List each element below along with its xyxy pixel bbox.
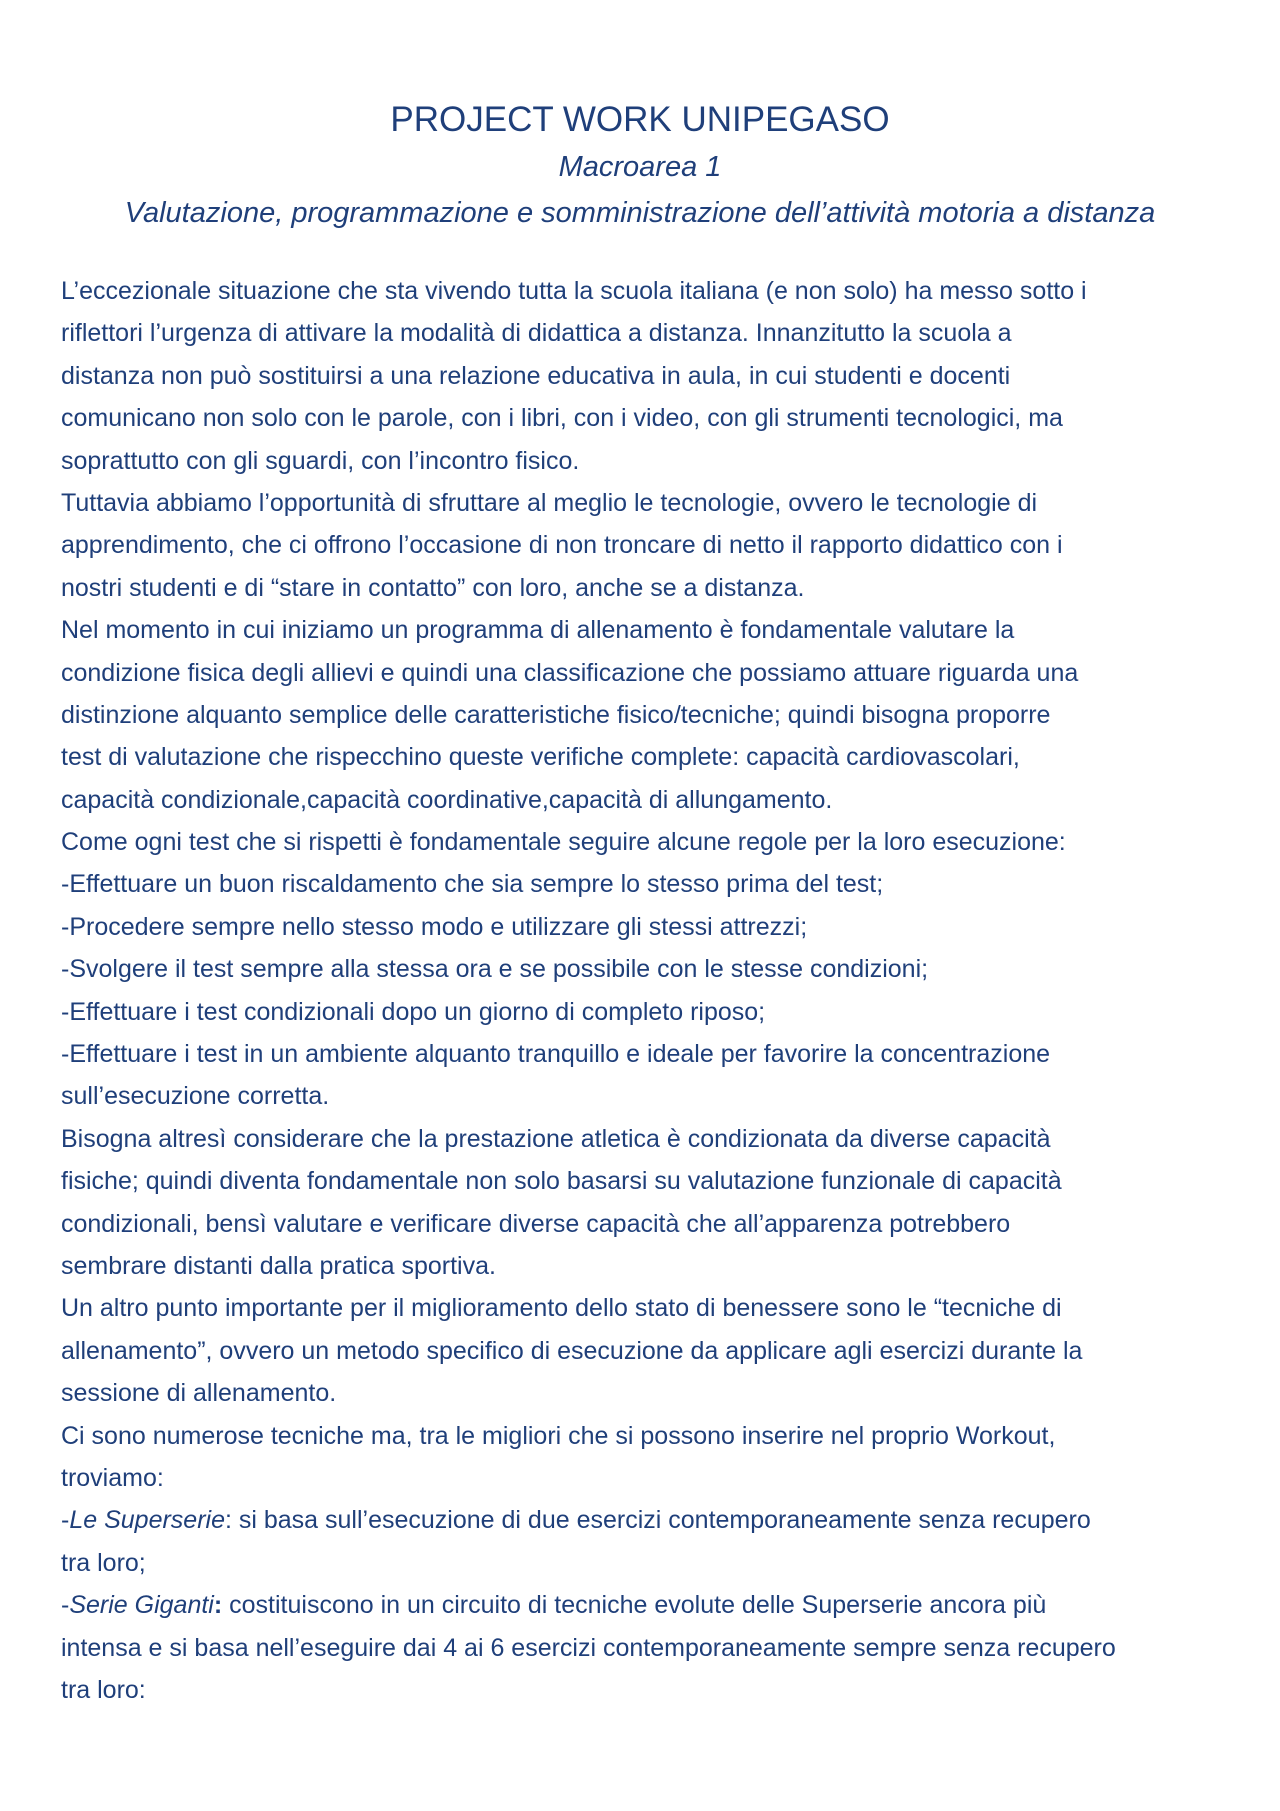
text-line: -Procedere sempre nello stesso modo e utilizzare gli stessi attrezzi; [61, 912, 808, 941]
text-line: comunicano non solo con le parole, con i libri, con i video, con gli strumenti tecnologici, ma [61, 404, 1063, 433]
text-line: soprattutto con gli sguardi, con l’incontro fisico. [61, 446, 580, 475]
text-line: sull’esecuzione corretta. [61, 1082, 330, 1111]
text-line: test di valutazione che rispecchino queste verifiche complete: capacità cardiovascolari, [61, 743, 1020, 772]
text-line: Tuttavia abbiamo l’opportunità di sfruttare al meglio le tecnologie, ovvero le tecnologie di [61, 488, 1038, 517]
giganti-colon: : [213, 1591, 223, 1620]
text-line: -Effettuare i test condizionali dopo un giorno di completo riposo; [61, 997, 766, 1026]
giganti-line [61, 1584, 1231, 1626]
text-line: sembrare distanti dalla pratica sportiva. [61, 1251, 496, 1280]
text-line: distanza non può sostituirsi a una relazione educativa in aula, in cui studenti e docenti [61, 361, 1011, 390]
text-line: allenamento”, ovvero un metodo specifico di esecuzione da applicare agli esercizi durante la [61, 1336, 1083, 1365]
superserie-line-continued: tra loro; [61, 1548, 146, 1577]
text-line: -Svolgere il test sempre alla stessa ora e se possibile con le stesse condizioni; [61, 955, 929, 984]
text-line: troviamo: [61, 1463, 164, 1492]
superserie-term: Le Superserie [69, 1506, 225, 1535]
text-line: L’eccezionale situazione che sta vivendo tutta la scuola italiana (e non solo) ha messo sotto i [61, 277, 1087, 305]
text-line: distinzione alquanto semplice delle caratteristiche fisico/tecniche; quindi bisogna proporre [61, 700, 1051, 729]
text-line: condizione fisica degli allievi e quindi una classificazione che possiamo attuare riguarda una [61, 658, 1079, 687]
document-heading: Valutazione, programmazione e somministrazione dell’attività motoria a distanza [124, 197, 1156, 229]
giganti-line-end: tra loro: [61, 1675, 146, 1704]
document-body [61, 270, 1231, 1711]
text-line: riflettori l’urgenza di attivare la modalità di didattica a distanza. Innanzitutto la scuola a [61, 319, 1012, 348]
giganti-line-continued: intensa e si basa nell’eseguire dai 4 ai 6 esercizi contemporaneamente sempre senza recupero [61, 1633, 1116, 1662]
list-dash: - [61, 1506, 70, 1535]
text-line: capacità condizionale,capacità coordinative,capacità di allungamento. [61, 785, 833, 814]
giganti-term: Serie Giganti [69, 1591, 214, 1620]
text-line: Come ogni test che si rispetti è fondamentale seguire alcune regole per la loro esecuzione: [61, 828, 1066, 857]
text-line: -Effettuare un buon riscaldamento che sia sempre lo stesso prima del test; [61, 870, 884, 899]
document-subtitle: Macroarea 1 [558, 151, 722, 183]
text-line: Bisogna altresì considerare che la prestazione atletica è condizionata da diverse capacità [61, 1124, 1051, 1153]
text-line: sessione di allenamento. [61, 1379, 337, 1408]
list-dash: - [61, 1591, 70, 1620]
text-line: Un altro punto importante per il miglioramento dello stato di benessere sono le “tecniche di [61, 1294, 1062, 1323]
text-line: Nel momento in cui iniziamo un programma di allenamento è fondamentale valutare la [61, 616, 1015, 645]
superserie-line [61, 1499, 1231, 1541]
text-line: Ci sono numerose tecniche ma, tra le migliori che si possono inserire nel proprio Workout, [61, 1421, 1056, 1450]
text-line: nostri studenti e di “stare in contatto” con loro, anche se a distanza. [61, 573, 805, 602]
text-line: condizionali, bensì valutare e verificare diverse capacità che all’apparenza potrebbero [61, 1209, 1011, 1238]
text-line: fisiche; quindi diventa fondamentale non solo basarsi su valutazione funzionale di capacità [61, 1167, 1062, 1196]
document-header [40, 96, 1240, 236]
document-title: PROJECT WORK UNIPEGASO [390, 100, 890, 139]
giganti-description: costituiscono in un circuito di tecniche evolute delle Superserie ancora più [222, 1591, 1047, 1620]
text-line: -Effettuare i test in un ambiente alquanto tranquillo e ideale per favorire la concentrazione [61, 1040, 1051, 1069]
text-line: apprendimento, che ci offrono l’occasione di non troncare di netto il rapporto didattico con i [61, 531, 1063, 560]
superserie-description: : si basa sull’esecuzione di due esercizi contemporaneamente senza recupero [224, 1506, 1091, 1535]
